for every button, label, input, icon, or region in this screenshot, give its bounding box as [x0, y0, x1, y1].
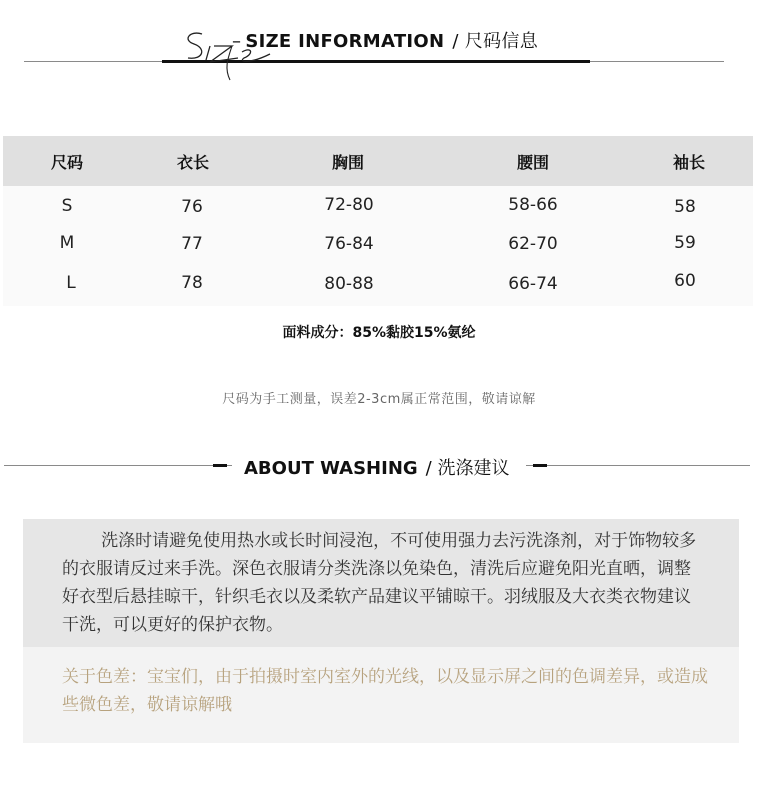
- color-difference-box: [23, 647, 739, 743]
- header-size: 尺码: [50, 153, 84, 172]
- cell-length: 77: [181, 234, 203, 254]
- washing-rule-dash-left: [213, 464, 227, 467]
- size-title-en: SIZE INFORMATION: [245, 31, 445, 52]
- fabric-composition: 面料成分：85%黏胶15%氨纶: [282, 325, 476, 341]
- washing-header: [0, 440, 758, 490]
- washing-title-en: ABOUT WASHING: [244, 458, 418, 479]
- measurement-note: 尺码为手工测量，误差2-3cm属正常范围，敬请谅解: [222, 392, 536, 407]
- table-header-row: [3, 136, 753, 186]
- cell-chest: 80-88: [324, 274, 374, 294]
- washing-rule-dash-right: [533, 464, 547, 467]
- cell-waist: 66-74: [508, 274, 558, 294]
- table-body: [3, 186, 753, 306]
- cell-chest: 76-84: [324, 234, 374, 254]
- cell-length: 76: [181, 197, 203, 217]
- cell-sleeve: 60: [674, 271, 696, 291]
- cell-sleeve: 59: [674, 233, 696, 253]
- washing-title-cn: / 洗涤建议: [425, 458, 510, 479]
- cell-length: 78: [181, 273, 203, 293]
- cell-size: S: [61, 196, 73, 216]
- header-waist: 腰围: [516, 153, 550, 172]
- size-title: – SIZE INFORMATION / 尺码信息: [232, 31, 538, 52]
- size-information-header: [0, 0, 758, 90]
- cell-waist: 62-70: [508, 234, 558, 254]
- header-sleeve: 袖长: [672, 153, 706, 172]
- washing-instructions-text: 洗涤时请避免使用热水或长时间浸泡，不可使用强力去污洗涤剂，对于饰物较多的衣服请反过来手洗。深色衣服请分类洗涤以免染色，清洗后应避免阳光直晒，调整好衣型后悬挂晾干，针织毛衣以及柔软产品建议平铺晾干。羽绒服及大衣类衣物建议干洗，可以更好的保护衣物。: [62, 531, 697, 635]
- color-difference-text: 关于色差：宝宝们，由于拍摄时室内室外的光线，以及显示屏之间的色调差异，或造成些微色差，敬请谅解哦: [62, 667, 708, 715]
- header-chest: 胸围: [331, 153, 365, 172]
- size-title-cn: / 尺码信息: [452, 31, 538, 52]
- cell-size: M: [59, 233, 75, 253]
- cell-sleeve: 58: [674, 197, 696, 217]
- washing-title: [244, 454, 509, 480]
- size-table: [3, 136, 753, 306]
- cell-size: L: [66, 273, 76, 293]
- header-length: 衣长: [176, 153, 210, 172]
- cell-waist: 58-66: [508, 195, 558, 215]
- cell-chest: 72-80: [324, 195, 374, 215]
- washing-instructions-box: [23, 519, 739, 647]
